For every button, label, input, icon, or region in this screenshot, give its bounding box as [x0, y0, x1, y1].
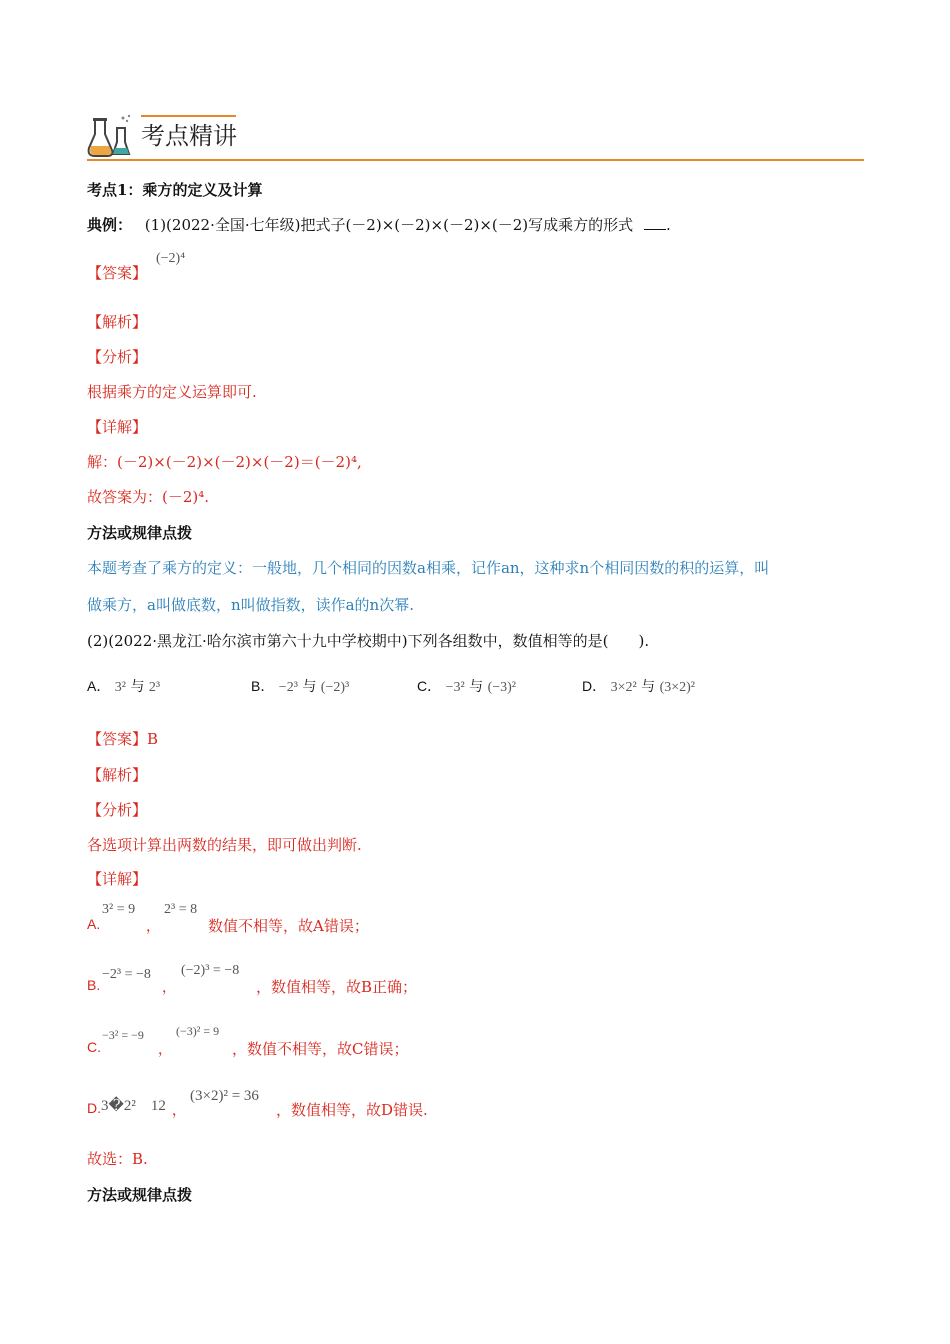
detail-d-sep: ，: [172, 1103, 186, 1119]
detail-d-math-1: 3�2² 12: [101, 1098, 166, 1114]
detail-a-text: 数值不相等，故A错误；: [208, 917, 369, 935]
detail-b-math-1: −2³ = −8: [102, 967, 151, 982]
header-divider: [87, 159, 864, 161]
answer-tag: 【答案】: [87, 264, 148, 282]
header-top-line: [141, 115, 236, 117]
detail-line-1: 解：(－2)×(－2)×(－2)×(－2)＝(－2)⁴,: [87, 453, 362, 471]
fenxi-tag: 【分析】: [87, 348, 148, 366]
detail-c-math-2: (−3)² = 9: [176, 1024, 220, 1038]
option-label: C．: [417, 678, 442, 694]
option-label: B．: [251, 678, 275, 694]
option-yu: 与: [641, 679, 656, 695]
option-yu: 与: [302, 679, 317, 695]
answer-math: (−2)⁴: [156, 251, 186, 266]
example1-question: (1)(2022·全国·七年级)把式子(－2)×(－2)×(－2)×(－2)写成乘方的形式: [144, 216, 634, 234]
detail-tag-2: 【详解】: [87, 870, 148, 888]
example1-end: .: [665, 216, 671, 234]
detail-b-label: B.: [87, 977, 101, 993]
option-right: (3×2)²: [659, 680, 695, 695]
fenxi-text: 根据乘方的定义运算即可.: [87, 383, 257, 401]
detail-line-2: 故答案为：(－2)⁴.: [87, 488, 210, 506]
detail-b-math-2: (−2)³ = −8: [181, 963, 240, 978]
detail-c-label: C.: [87, 1039, 101, 1055]
detail-c-text: ，数值不相等，故C错误；: [232, 1040, 409, 1058]
detail-c-math-1: −3² = −9: [102, 1028, 144, 1042]
detail-d-label: D.: [87, 1100, 101, 1116]
method-line-2: 做乘方，a叫做底数，n叫做指数，读作a的n次幂.: [87, 596, 414, 614]
header-title: 考点精讲: [141, 123, 237, 150]
method-title: 方法或规律点拨: [87, 524, 193, 542]
detail-d-math-2: (3×2)² = 36: [190, 1088, 259, 1104]
option-label: D．: [582, 678, 607, 694]
example-label: 典例：: [87, 216, 133, 234]
option-yu: 与: [130, 679, 145, 695]
answer-blank: [644, 217, 666, 230]
final-answer: 故选：B.: [87, 1150, 148, 1168]
detail-c-sep: ，: [158, 1042, 172, 1058]
option-label: A．: [87, 678, 111, 694]
option-left: −3²: [445, 680, 465, 695]
option-left: −2³: [278, 680, 298, 695]
option-d[interactable]: [582, 676, 695, 696]
answer-tag-2: 【答案】B: [87, 730, 159, 748]
option-b[interactable]: [251, 676, 349, 696]
option-right: (−3)²: [487, 680, 516, 695]
detail-a-sep: ，: [146, 919, 160, 935]
method-title-2: 方法或规律点拨: [87, 1186, 193, 1204]
example2-question: (2)(2022·黑龙江·哈尔滨市第六十九中学校期中)下列各组数中，数值相等的是( ).: [87, 632, 650, 650]
option-right: 2³: [148, 680, 161, 695]
lab-flask-icon: [87, 112, 137, 158]
option-c[interactable]: [417, 676, 516, 696]
detail-a-math-2: 2³ = 8: [164, 902, 198, 917]
example1-question-line: [87, 214, 671, 235]
option-left: 3²: [114, 680, 126, 695]
option-yu: 与: [469, 679, 484, 695]
detail-d-text: ，数值相等，故D错误.: [276, 1101, 428, 1119]
fenxi-text-2: 各选项计算出两数的结果，即可做出判断.: [87, 836, 362, 854]
analysis-tag: 【解析】: [87, 313, 148, 331]
option-left: 3×2²: [610, 680, 637, 695]
detail-a-math-1: 3² = 9: [102, 902, 136, 917]
option-a[interactable]: [87, 676, 160, 696]
detail-a-label: A.: [87, 916, 101, 932]
method-line-1: 本题考查了乘方的定义：一般地，几个相同的因数a相乘，记作an，这种求n个相同因数的积的运算，叫: [87, 559, 770, 577]
detail-b-sep: ，: [162, 980, 176, 996]
section-title: 考点1：乘方的定义及计算: [87, 181, 263, 199]
fenxi-tag-2: 【分析】: [87, 801, 148, 819]
detail-tag: 【详解】: [87, 418, 148, 436]
option-right: (−2)³: [320, 680, 350, 695]
analysis-tag-2: 【解析】: [87, 766, 148, 784]
header-icon: [87, 112, 137, 158]
detail-b-text: ，数值相等，故B正确；: [256, 978, 418, 996]
